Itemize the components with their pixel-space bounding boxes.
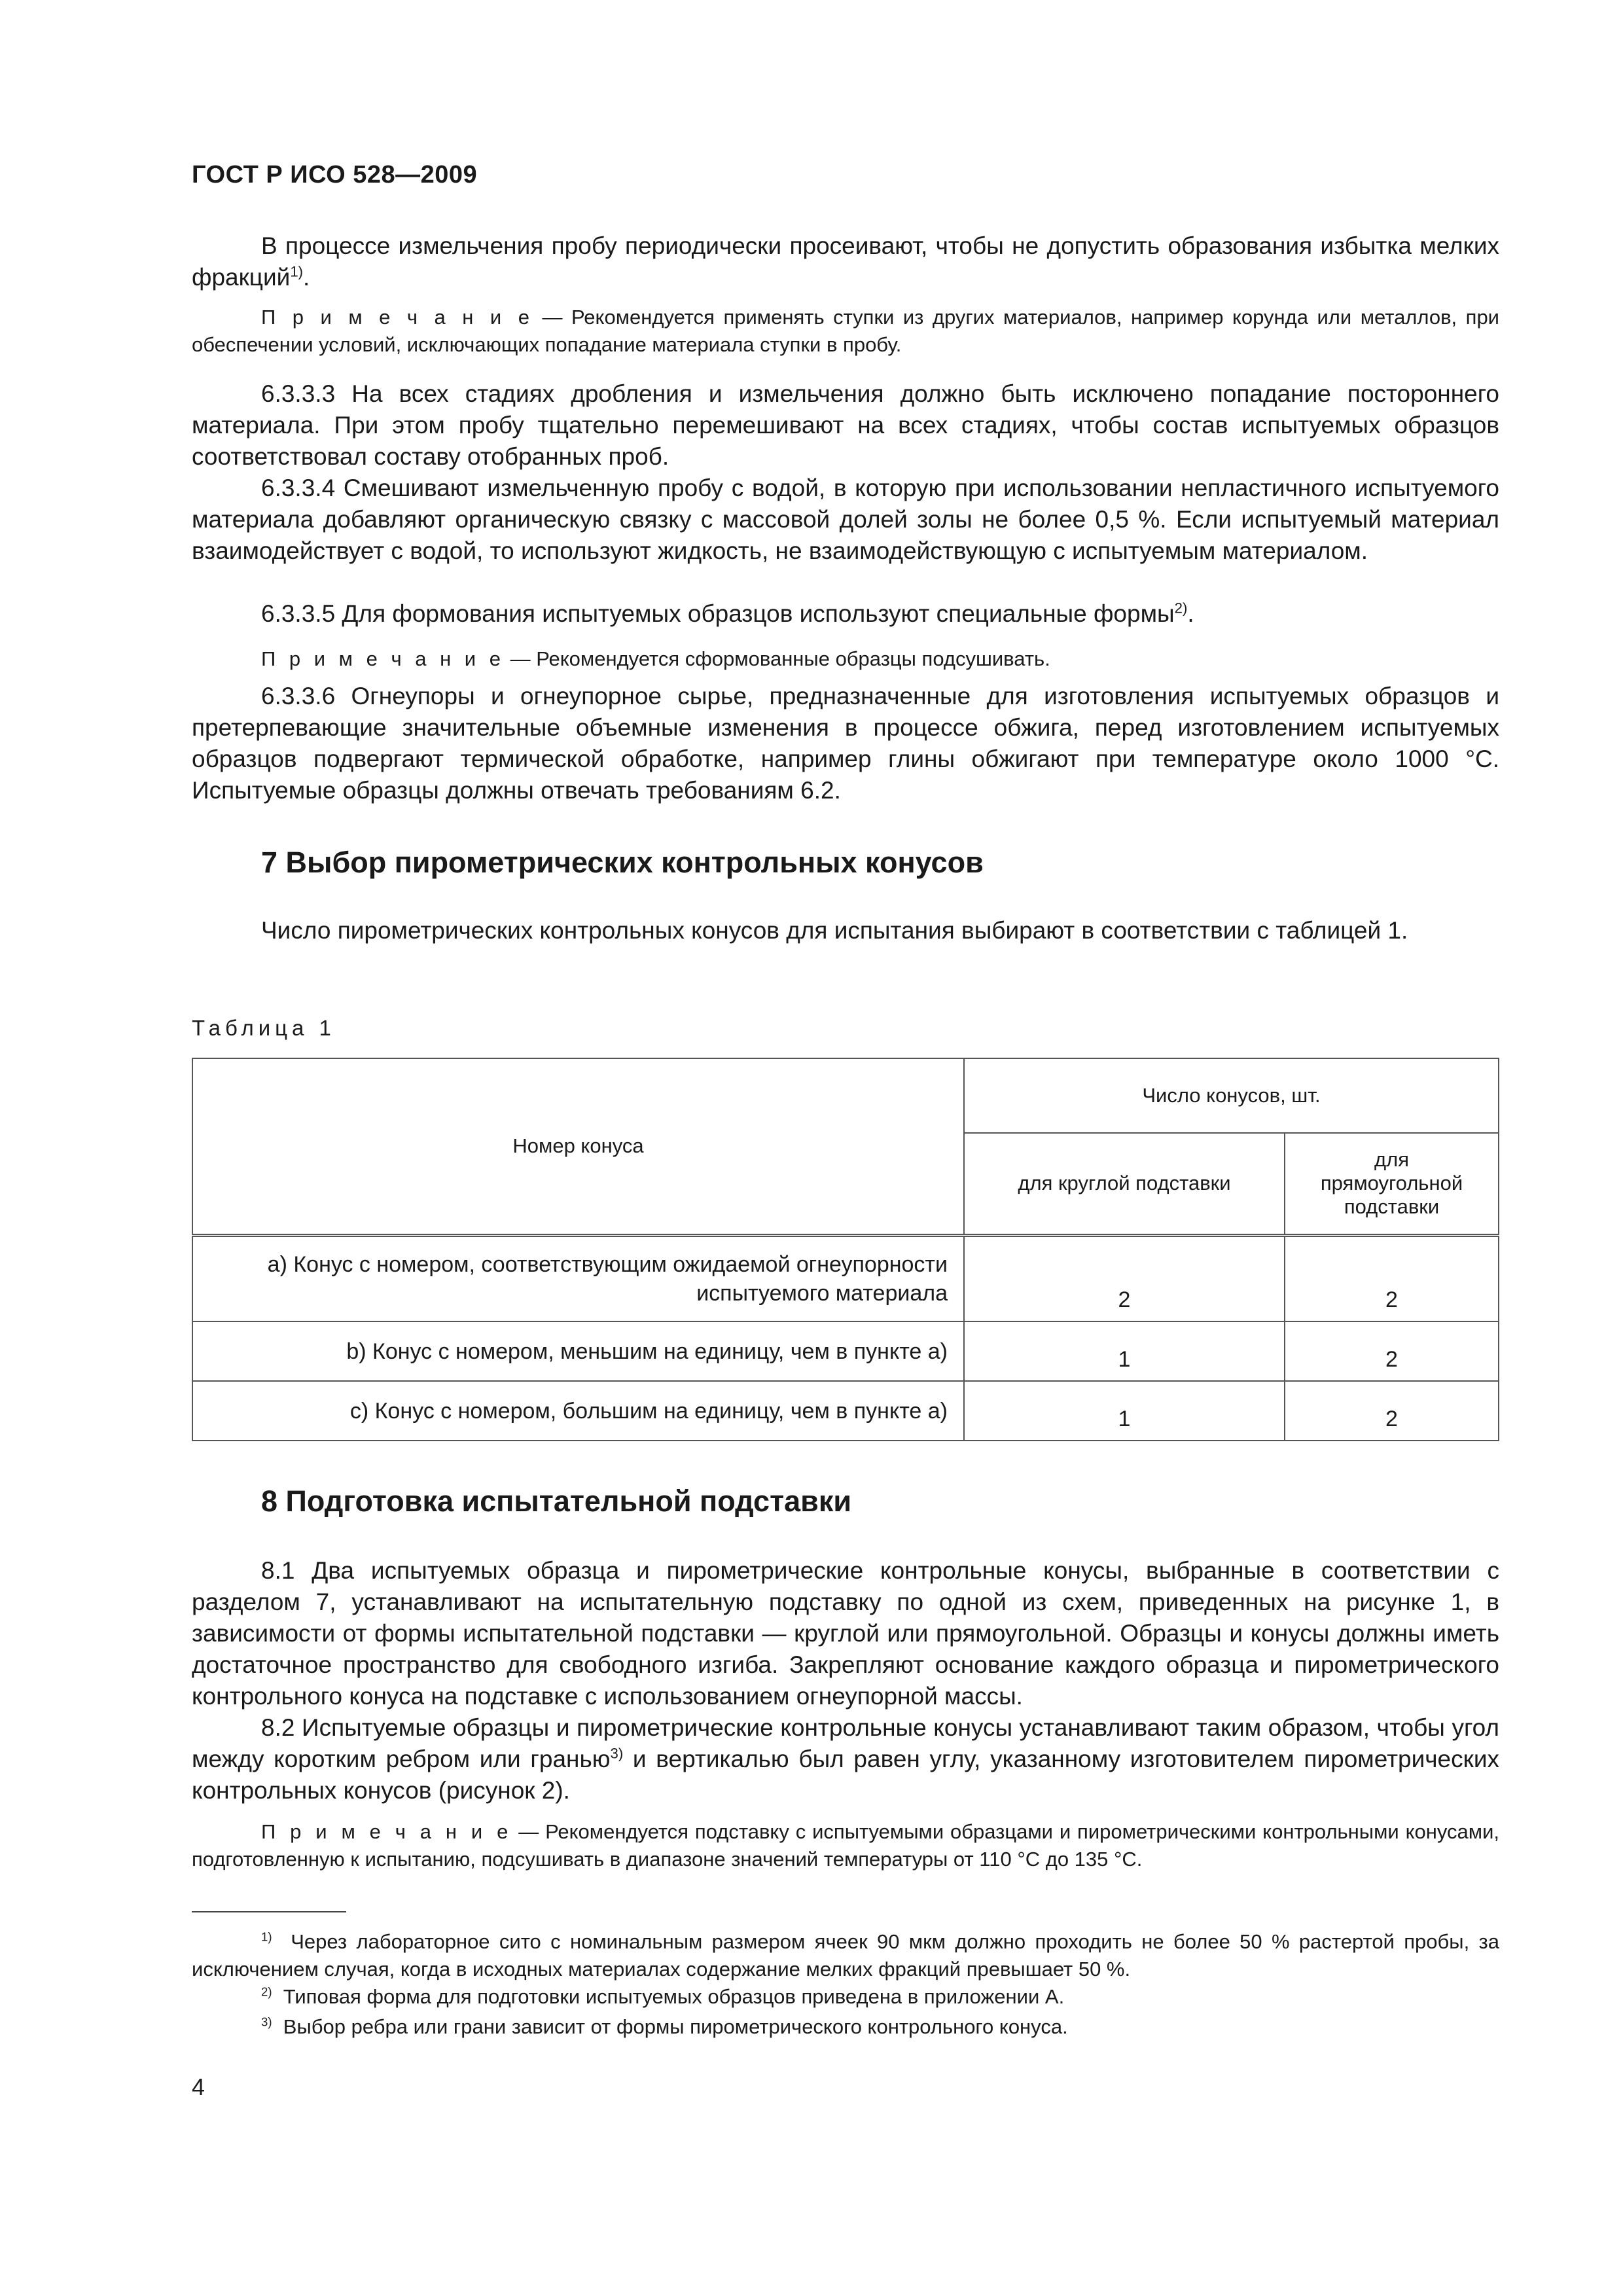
note-2: П р и м е ч а н и е — Рекомендуется сформованные образцы подсушивать. (261, 647, 1050, 670)
note-label: П р и м е ч а н и е (261, 1820, 512, 1843)
cell-round: 1 (964, 1321, 1285, 1381)
header-cone-number: Номер конуса (192, 1058, 964, 1235)
page-number: 4 (192, 2073, 205, 2100)
paragraph-6-3-3-3: 6.3.3.3 На всех стадиях дробления и измельчения должно быть исключено попадание постороннего материала. При этом пробу тщательно перемешивают на всех стадиях, чтобы состав испытуемых образцов соответствовал составу отобранных проб. (192, 380, 1499, 470)
row-label: с) Конус с номером, большим на единицу, чем в пункте а) (192, 1381, 964, 1441)
paragraph-grinding: В процессе измельчения пробу периодически просеивают, чтобы не допустить образования избытка мелких фракций$^{1)}$. (192, 232, 1499, 291)
row-label: а) Конус с номером, соответствующим ожидаемой огнеупорности испытуемого материала (192, 1235, 964, 1321)
header-cone-count: Число конусов, шт. (964, 1058, 1499, 1133)
table-caption: Таблица 1 (192, 1016, 336, 1040)
table-row (192, 1381, 1499, 1441)
header-round-stand: для круглой подставки (964, 1133, 1285, 1235)
cell-rect: 2 (1285, 1321, 1499, 1381)
note-label: П р и м е ч а н и е (261, 306, 533, 329)
section-7-heading: 7 Выбор пирометрических контрольных конусов (261, 846, 984, 879)
cell-rect: 2 (1285, 1235, 1499, 1321)
standard-header: ГОСТ Р ИСО 528—2009 (192, 161, 478, 188)
header-rect-stand: для прямоугольной подставки (1285, 1133, 1499, 1235)
footnote-separator (192, 1911, 346, 1912)
table-row (192, 1235, 1499, 1321)
paragraph-8-1: 8.1 Два испытуемых образца и пирометрические контрольные конусы, выбранные в соответствии с разделом 7, устанавливают на испытательную подставку по одной из схем, приведенных на рисунке 1, в зависимости от формы испытательной подставки — круглой или прямоугольной. Образцы и конусы должны иметь достаточное пространство для свободного изгиба. Закрепляют основание каждого образца и пирометрического контрольного конуса на подставке с использованием огнеупорной массы. (192, 1557, 1499, 1710)
cell-round: 2 (964, 1235, 1285, 1321)
footnote-2: $^{2)}$ Типовая форма для подготовки испытуемых образцов приведена в приложении А. (261, 1984, 1065, 2008)
note-label: П р и м е ч а н и е (261, 647, 505, 670)
cell-rect: 2 (1285, 1381, 1499, 1441)
footnote-ref-3[interactable]: 3) (610, 1745, 624, 1762)
footnote-1: $^{1)}$ Через лабораторное сито с номинальным размером ячеек 90 мкм должно проходить не более 50 % растертой пробы, за исключением случая, когда в исходных материалах содержание мелких фракций превышает 50 %. (192, 1929, 1499, 1981)
footnote-3: $^{3)}$ Выбор ребра или грани зависит от формы пирометрического контрольного конуса. (261, 2015, 1068, 2038)
paragraph-8-2: 8.2 Испытуемые образцы и пирометрические контрольные конусы устанавливают таким образом, чтобы угол между коротким ребром или гранью$^{3)}$ и вертикалью был равен углу, указанному изготовителем пирометрических контрольных конусов (рисунок 2). (192, 1714, 1499, 1804)
paragraph-6-3-3-5: 6.3.3.5 Для формования испытуемых образцов используют специальные формы$^{2)}$. (261, 600, 1194, 627)
row-label: b) Конус с номером, меньшим на единицу, чем в пункте а) (192, 1321, 964, 1381)
cones-table (192, 1058, 1499, 1441)
section-8-heading: 8 Подготовка испытательной подставки (261, 1484, 851, 1518)
paragraph-6-3-3-4: 6.3.3.4 Смешивают измельченную пробу с водой, в которую при использовании непластичного испытуемого материала добавляют органическую связку с массовой долей золы не более 0,5 %. Если испытуемый материал взаимодействует с водой, то используют жидкость, не взаимодействующую с испытуемым материалом. (192, 475, 1499, 564)
note-3: П р и м е ч а н и е — Рекомендуется подставку с испытуемыми образцами и пирометрическими контрольными конусами, подготовленную к испытанию, подсушивать в диапазоне значений температуры от 110 °С до 135 °С. (192, 1820, 1499, 1871)
note-1: П р и м е ч а н и е — Рекомендуется применять ступки из других материалов, например корунда или металлов, при обеспечении условий, исключающих попадание материала ступки в пробу. (192, 306, 1500, 356)
table-row (192, 1321, 1499, 1381)
cell-round: 1 (964, 1381, 1285, 1441)
paragraph-6-3-3-6: 6.3.3.6 Огнеупоры и огнеупорное сырье, предназначенные для изготовления испытуемых образцов и претерпевающие значительные объемные изменения в процессе обжига, перед изготовлением испытуемых образцов подвергают термической обработке, например глины обжигают при температуре около 1000 °С. Испытуемые образцы должны отвечать требованиям 6.2. (192, 683, 1499, 804)
footnote-ref-1[interactable]: 1) (290, 263, 304, 280)
section-7-text: Число пирометрических контрольных конусов для испытания выбирают в соответствии с таблицей 1. (261, 917, 1408, 944)
footnote-ref-2[interactable]: 2) (1174, 600, 1188, 617)
